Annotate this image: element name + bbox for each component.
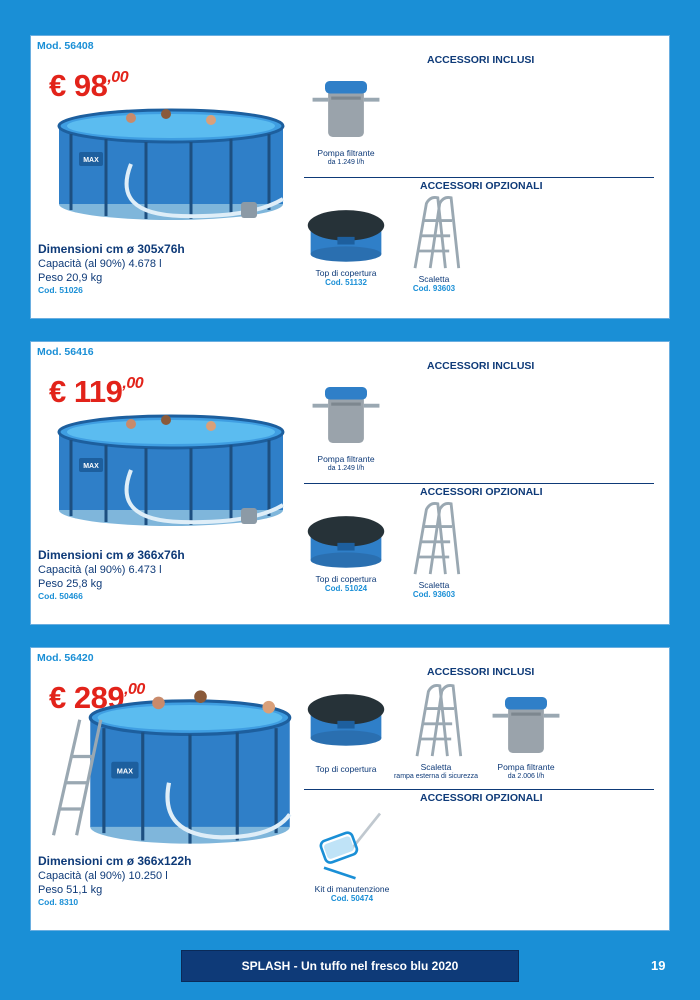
cover-icon [303,688,389,748]
accessory-label: Top di copertura [315,764,377,774]
maintenance-kit-icon [317,808,387,882]
accessory-label: Top di copertura [315,268,377,278]
accessory-sub: da 1.249 l/h [327,159,365,166]
weight: Peso 25,8 kg [38,578,103,590]
price-cents: ,00 [124,681,145,698]
product-code: Cod. 8310 [38,897,79,907]
model-number: Mod. 56408 [37,40,94,52]
price-main: € 119 [49,374,123,409]
price-cents: ,00 [107,69,129,86]
capacity: Capacità (al 90%) 10.250 l [38,870,168,882]
dimensions: Dimensioni cm ø 366x122h [38,854,192,868]
included-accessories-title: ACCESSORI INCLUSI [427,666,535,678]
accessory-pump [301,380,391,473]
ladder-icon [405,682,467,758]
accessory-label: Scaletta [418,580,450,590]
model-number: Mod. 56416 [37,346,94,358]
optional-accessories-title: ACCESSORI OPZIONALI [420,486,543,498]
product-code: Cod. 50466 [38,591,83,601]
product-specs [38,548,185,601]
price [49,374,143,410]
pump-icon [491,692,561,758]
accessory-maintenance-kit [297,808,407,904]
divider [304,483,654,484]
included-accessories-title: ACCESSORI INCLUSI [427,360,535,372]
product-code: Cod. 51026 [38,285,83,295]
pool-image [51,104,291,224]
accessory-ladder [393,682,479,781]
accessory-sub: da 1.249 l/h [327,465,365,472]
cover-icon [303,204,389,264]
accessory-pump [301,74,391,167]
accessory-label: Kit di manutenzione [314,884,390,894]
pool-image [43,688,295,846]
weight: Peso 51,1 kg [38,884,103,896]
cover-icon [303,510,389,570]
accessory-label: Scaletta [418,274,450,284]
accessory-label: Top di copertura [315,574,377,584]
accessory-cover [301,204,391,288]
divider [304,789,654,790]
accessory-sub: da 2.006 l/h [507,773,545,780]
product-card-56420 [30,647,670,931]
product-specs [38,242,185,295]
included-accessories-title: ACCESSORI INCLUSI [427,54,535,66]
accessory-label: Pompa filtrante [317,148,375,158]
price-main: € 289 [49,680,125,715]
accessory-ladder [397,194,471,294]
capacity: Capacità (al 90%) 4.678 l [38,258,162,270]
product-card-56408 [30,35,670,319]
accessory-label: Scaletta [420,762,452,772]
price-main: € 98 [49,68,108,103]
page-number: 19 [651,958,666,973]
accessory-pump [481,692,571,781]
pool-image [51,410,291,530]
accessory-label: Pompa filtrante [497,762,555,772]
accessory-code: Cod. 50474 [330,894,374,903]
product-card-56416 [30,341,670,625]
model-number: Mod. 56420 [37,652,94,664]
optional-accessories-title: ACCESSORI OPZIONALI [420,180,543,192]
accessory-code: Cod. 93603 [412,284,456,293]
accessory-code: Cod. 93603 [412,590,456,599]
divider [304,177,654,178]
dimensions: Dimensioni cm ø 305x76h [38,242,185,256]
accessory-sub: rampa esterna di sicurezza [393,773,479,780]
price [49,68,128,104]
pump-icon [311,74,381,144]
accessory-code: Cod. 51024 [324,584,368,593]
accessory-ladder [397,500,471,600]
weight: Peso 20,9 kg [38,272,103,284]
accessory-cover [301,688,391,774]
footer-title: SPLASH - Un tuffo nel fresco blu 2020 [181,950,519,982]
accessory-code: Cod. 51132 [325,278,367,287]
ladder-icon [403,500,465,576]
product-specs [38,854,191,907]
capacity: Capacità (al 90%) 6.473 l [38,564,162,576]
price-cents: ,00 [122,375,144,392]
accessory-label: Pompa filtrante [317,454,375,464]
pump-icon [311,380,381,450]
accessory-cover [301,510,391,594]
ladder-icon [403,194,465,270]
optional-accessories-title: ACCESSORI OPZIONALI [420,792,543,804]
dimensions: Dimensioni cm ø 366x76h [38,548,185,562]
